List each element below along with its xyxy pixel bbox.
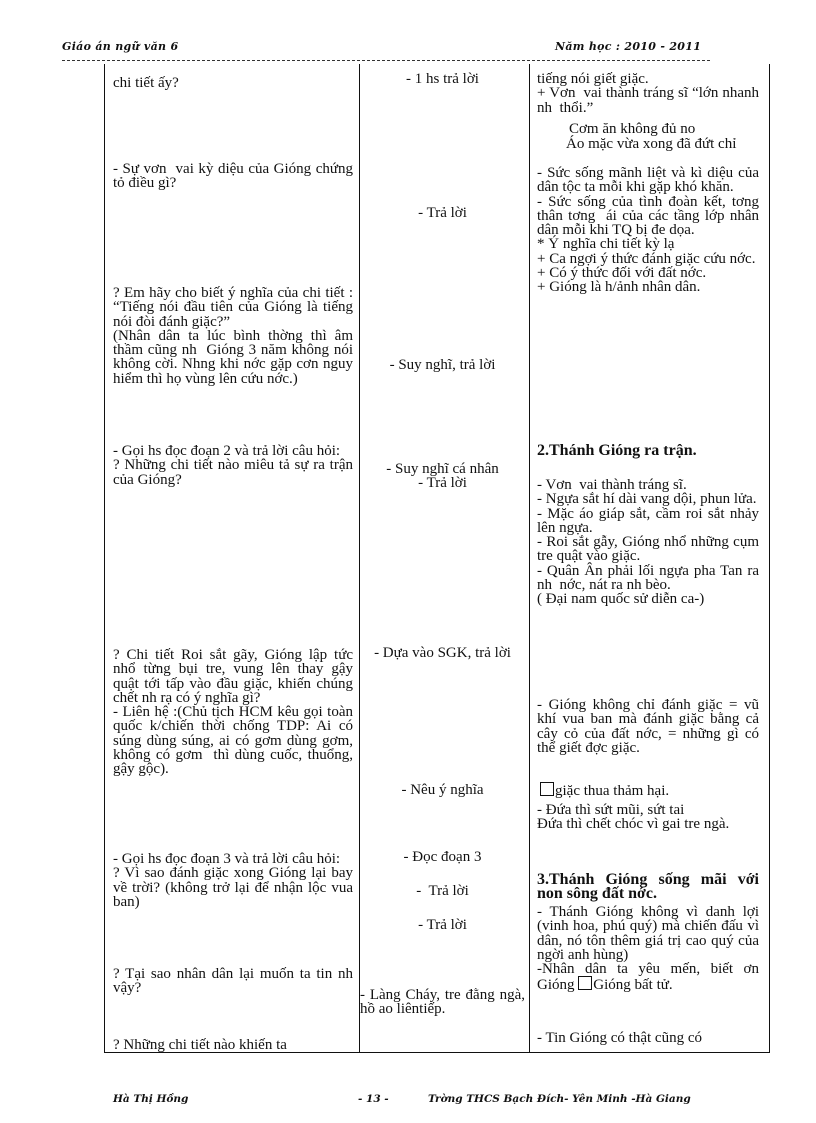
section-heading-3: 3.Thánh Gióng sống mãi với non sông đất nớc. — [537, 871, 763, 903]
result-line — [540, 782, 762, 798]
footer-author: Hà Thị Hồng — [113, 1093, 189, 1105]
student-activity: - Suy nghĩ, trả lời — [389, 357, 496, 373]
student-activity: - Làng Cháy, tre đằng ngà, hồ ao liêntiếp. — [360, 987, 529, 1018]
student-activity: - 1 hs trả lời — [406, 71, 479, 87]
footer-school: Trờng THCS Bạch Đích- Yên Minh -Hà Giang — [428, 1093, 691, 1105]
section-heading-2: 2.Thánh Gióng ra trận. — [537, 442, 697, 459]
teacher-activity: - Gọi hs đọc đoạn 3 và trả lời câu hỏi: ? Vì sao đánh giặc xong Gióng lại bay về trời? (không trở lại để nhận lộc vua ban) — [113, 851, 353, 910]
content-block: - Đứa thì sứt mũi, sứt tai Đứa thì chết chóc vì gai tre ngà. — [537, 802, 730, 833]
arrow-symbol-icon — [578, 976, 592, 990]
teacher-activity: ? Những chi tiết nào khiến ta — [113, 1037, 287, 1053]
student-activity: - Trả lời — [416, 883, 469, 899]
student-activity: - Đọc đoạn 3 — [403, 849, 482, 865]
header-right: Năm học : 2010 - 2011 — [555, 40, 702, 53]
teacher-activity: - Sự vơn vai kỳ diệu của Gióng chứng tỏ điều gì? — [113, 161, 357, 192]
content-block — [537, 905, 759, 993]
result-text: Gióng bất tử. — [593, 977, 673, 994]
student-activity: - Trả lời — [418, 205, 467, 221]
student-activity: - Nêu ý nghĩa — [401, 782, 484, 798]
page-number: - 13 - — [358, 1093, 389, 1105]
verse-line: Cơm ăn không đủ no — [569, 121, 696, 137]
content-block: - Sức sống mãnh liệt và kì diệu của dân tộc ta mỗi khi gặp khó khăn. - Sức sống của tình đoàn kết, tơng thân tơng ái của các tầng lớp nhân dân mỗi khi TQ bị đe dọa. * Ý nghĩa chi tiết kỳ lạ + Ca ngợi ý thức đánh giặc cứu nớc. + Có ý thức đối với đất nớc. + Gióng là h/ảnh nhân dân. — [537, 165, 759, 296]
table-divider-2 — [529, 64, 530, 1052]
content-block: tiếng nói giết giặc. + Vơn vai thành tráng sĩ “lớn nhanh nh thổi.” — [537, 71, 759, 116]
teacher-activity: - Gọi hs đọc đoạn 2 và trả lời câu hỏi: ? Những chi tiết nào miêu tả sự ra trận của Gióng? — [113, 443, 353, 488]
header-left: Giáo án ngữ văn 6 — [62, 40, 179, 53]
header-rule — [62, 60, 710, 61]
student-activity: - Trả lời — [418, 917, 467, 933]
content-block: - Vơn vai thành tráng sĩ. - Ngựa sắt hí dài vang dội, phun lửa. - Mặc áo giáp sắt, cầm roi sắt nhảy lên ngựa. - Roi sắt gẫy, Gióng nhổ những cụm tre quật vào giặc. - Quân Ân phải lối ngựa pha Tan ra nh nớc, nát ra nh bèo. ( Đại nam quốc sử diễn ca-) — [537, 477, 759, 608]
result-text: giặc thua thảm hại. — [555, 783, 670, 799]
teacher-activity: ? Chi tiết Roi sắt gãy, Gióng lập tức nhổ từng bụi tre, vung lên thay gậy quật tới tấp vào đầu giặc, khiến chúng chết nh rạ có ý nghĩa gì? - Liên hệ :(Chủ tịch HCM kêu gọi toàn quốc k/chiến thời chống TDP: Ai có súng dùng súng, ai có gơm dùng gơm, không có gơm thì dùng cuốc, thuổng, gậy gộc). — [113, 647, 353, 778]
teacher-activity: ? Tại sao nhân dân lại muốn ta tin nh vậy? — [113, 966, 361, 997]
content-text: - Thánh Gióng không vì danh lợi (vinh hoa, phú quý) mà chiến đấu vì dân, nó tôn thêm giá trị cao quý của ngời anh hùng) -Nhân dân ta yêu mến, biết ơn Gióng — [537, 904, 759, 994]
table-border-left — [104, 64, 105, 1052]
content-block: - Gióng không chỉ đánh giặc = vũ khí vua ban mà đánh giặc bằng cả cây cỏ của đất nớc, = những gì có thể giết đợc giặc. — [537, 697, 763, 756]
teacher-activity: ? Em hãy cho biết ý nghĩa của chi tiết : “Tiếng nói đầu tiên của Gióng là tiếng nói đòi đánh giặc?” (Nhân dân ta lúc bình thờng thì âm thầm cũng nh Gióng 3 năm không nói không cời. Nhng khi nớc gặp cơn nguy hiểm thì họ vùng lên cứu nớc.) — [113, 285, 353, 387]
content-block: - Tin Gióng có thật cũng có — [537, 1030, 702, 1046]
table-border-right — [769, 64, 770, 1052]
student-activity: - Suy nghĩ cá nhân - Trả lời — [386, 461, 499, 492]
teacher-activity: chi tiết ấy? — [113, 75, 179, 91]
verse-line: Áo mặc vừa xong đã đứt chỉ — [566, 136, 737, 152]
student-activity: - Dựa vào SGK, trả lời — [374, 645, 511, 661]
arrow-symbol-icon — [540, 782, 554, 796]
